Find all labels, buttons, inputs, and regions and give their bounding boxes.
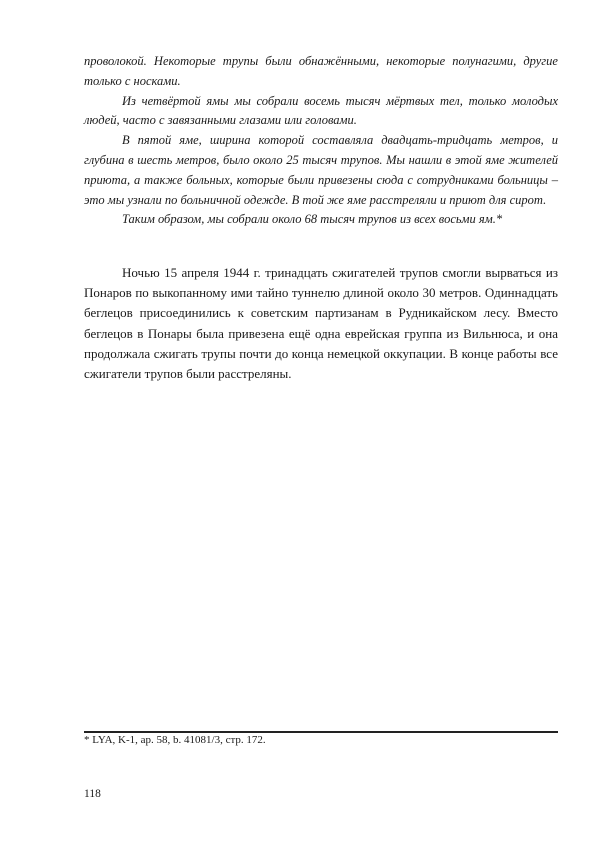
quote-paragraph-4: Таким образом, мы собрали около 68 тысяч трупов из всех восьми ям.* — [122, 212, 503, 227]
quote-paragraph-1: проволокой. Некоторые трупы были обнажёнными, некоторые полунагими, другие только с носками. — [84, 54, 558, 88]
page-number: 118 — [84, 788, 101, 800]
body-paragraph: Ночью 15 апреля 1944 г. тринадцать сжигателей трупов смогли вырваться из Понаров по выкопанному ими тайно туннелю длиной около 30 метров. Одиннадцать беглецов присоединились к советским партизанам в Рудникайском лесу. Вместо беглецов в Понары была привезена ещё одна еврейская группа из Вильнюса, и она продолжала сжигать трупы почти до конца немецкой оккупации. В конце работы все сжигатели трупов были расстреляны. — [84, 265, 558, 382]
quote-block — [84, 52, 558, 230]
quote-paragraph-3: В пятой яме, ширина которой составляла двадцать-тридцать метров, и глубина в шесть метров, было около 25 тысяч трупов. Мы нашли в этой яме жителей приюта, а также больных, которые были привезены сюда с сотрудниками больницы – это мы узнали по больничной одежде. В той же яме расстреляли и приют для сирот. — [84, 133, 558, 207]
quote-paragraph-2: Из четвёртой ямы мы собрали восемь тысяч мёртвых тел, только молодых людей, часто с завязанными глазами или головами. — [84, 93, 558, 128]
footnote: * LYA, K-1, ap. 58, b. 41081/3, стр. 172. — [84, 734, 266, 746]
body-text-block — [84, 263, 558, 384]
